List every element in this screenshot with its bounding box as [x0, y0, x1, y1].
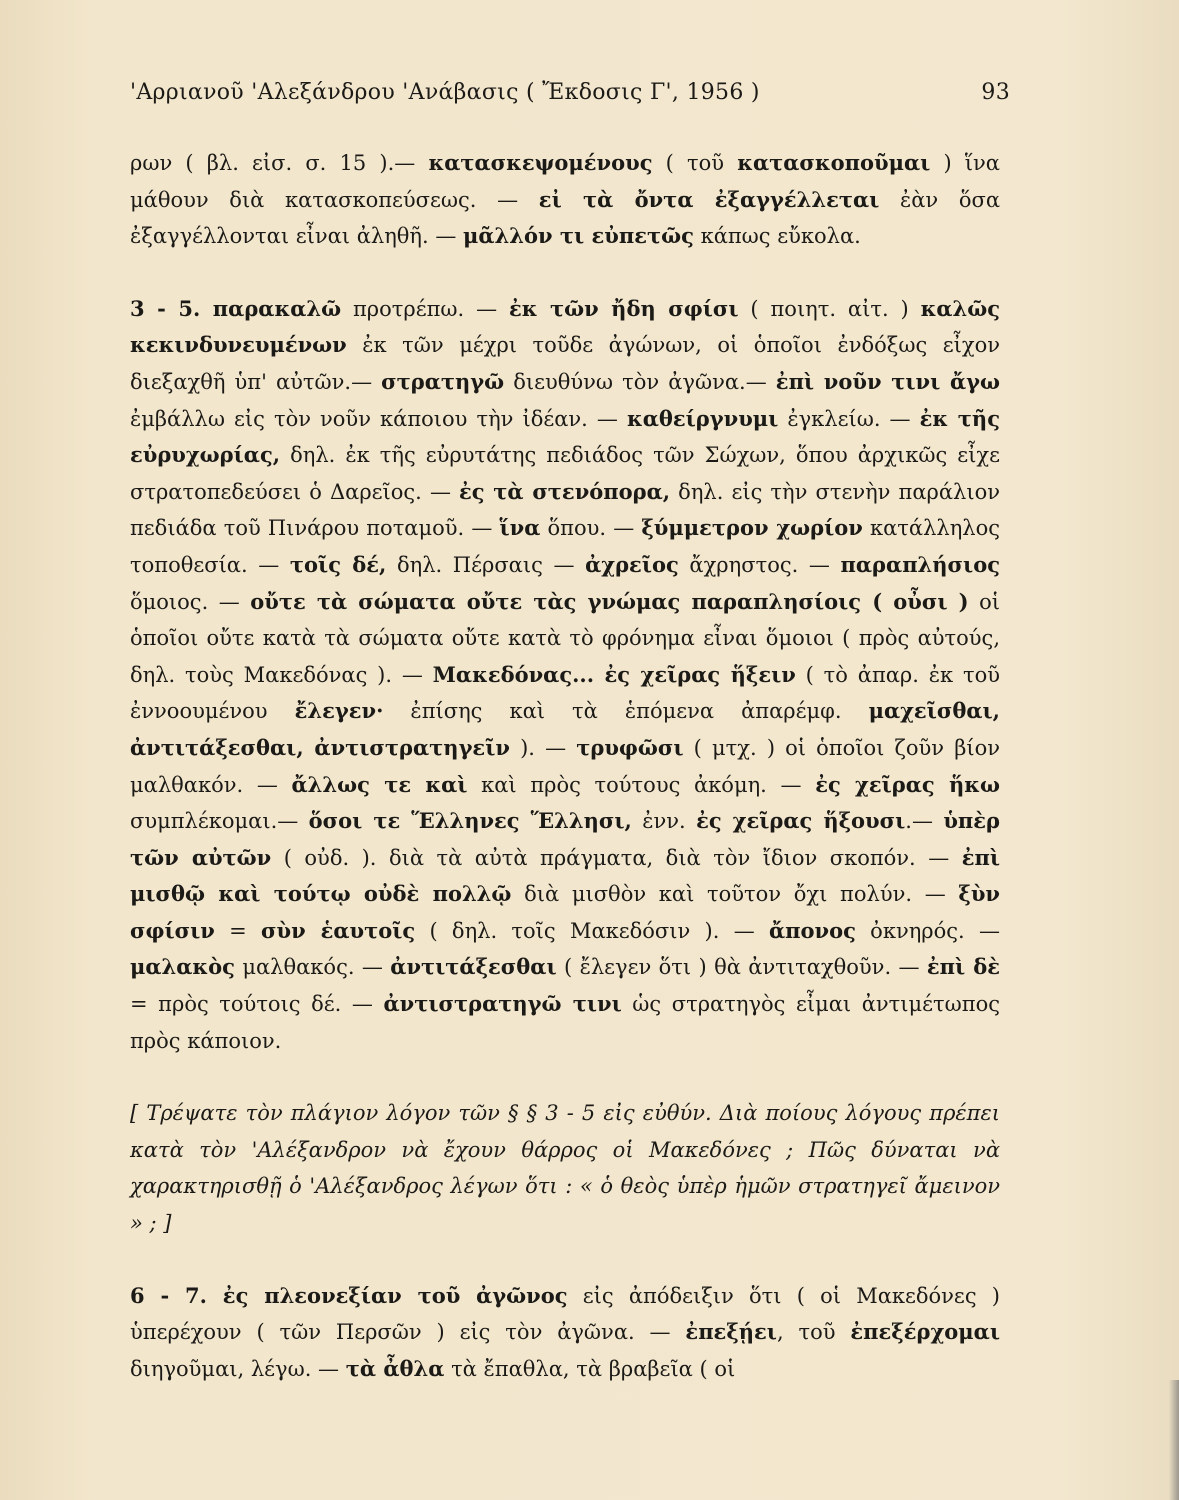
- paragraph-exercise: [130, 1095, 1000, 1241]
- page-body: [130, 145, 1000, 1387]
- lemma-term: 6 - 7.: [130, 1282, 223, 1308]
- gloss-text: ( τοῦ: [652, 151, 738, 175]
- gloss-text: μαλθακός. —: [234, 955, 391, 980]
- lemma-term: ξύμμετρον χωρίον: [641, 515, 863, 541]
- gloss-text: =: [214, 918, 262, 943]
- gloss-text: κατάλληλος τοποθεσία. —: [130, 516, 1000, 577]
- gloss-text: διὰ μισθὸν καὶ τοῦτον ὄχι πολύν. —: [511, 882, 959, 907]
- lemma-term: ἐκ τῶν ἤδη σφίσι: [508, 295, 739, 321]
- gloss-text: ρων ( βλ. εἰσ. σ. 15 ).—: [130, 151, 429, 175]
- gloss-text: , τοῦ: [776, 1320, 851, 1345]
- lemma-term: ἐς χεῖρας ἥξουσι: [696, 808, 906, 834]
- paragraph-section-3-5: [130, 291, 1000, 1059]
- lemma-term: κατασκοποῦμαι: [737, 150, 931, 175]
- lemma-term: τὰ ἆθλα: [345, 1355, 445, 1381]
- lemma-term: ἐς τὰ στενόπορα,: [459, 478, 671, 504]
- lemma-term: καθείργνυμι: [626, 405, 779, 431]
- gloss-text: ὀκνηρός. —: [855, 918, 1000, 943]
- page-edge: [1169, 1380, 1179, 1500]
- lemma-term: ἐς χεῖρας ἥκω: [815, 771, 1000, 797]
- gloss-text: προτρέπω. —: [341, 296, 509, 321]
- lemma-term: μᾶλλόν τι εὐπετῶς: [463, 223, 694, 249]
- gloss-text: ἐνν.: [631, 809, 697, 834]
- gloss-text: .—: [905, 809, 944, 834]
- header-title: 'Αρριανοῦ 'Αλεξάνδρου 'Ανάβασις ( Ἔκδοσις Γ', 1956 ): [130, 80, 760, 105]
- gloss-text: ( τὸ ἀπαρ. ἐκ τοῦ ἐννοουμένου: [130, 662, 1001, 724]
- lemma-term: ἐπὶ νοῦν τινι ἄγω: [775, 368, 1000, 394]
- paragraph-intro: [130, 145, 1000, 255]
- lemma-term: ἀντιστρατηγῶ τινι: [383, 991, 622, 1017]
- lemma-term: τοῖς δέ,: [289, 551, 387, 577]
- gloss-text: ἐὰν ὅσα ἐξαγγέλλονται εἶναι ἀληθῆ. —: [130, 187, 1001, 249]
- lemma-term: μαχεῖσθαι, ἀντιτάξεσθαι, ἀντιστρατηγεῖν: [130, 698, 1000, 760]
- lemma-term: ἐπὶ μισθῷ καὶ τούτῳ οὐδὲ πολλῷ: [130, 844, 1000, 907]
- gloss-text: ( δηλ. τοῖς Μακεδόσιν ). —: [415, 918, 769, 943]
- gloss-text: διευθύνω τὸν ἀγῶνα.—: [504, 369, 776, 394]
- gloss-text: κάπως εὔκολα.: [693, 224, 861, 249]
- gloss-text: = πρὸς τούτοις δέ. —: [130, 992, 384, 1017]
- gloss-text: ἐμβάλλω εἰς τὸν νοῦν κάποιου τὴν ἰδέαν. —: [130, 406, 627, 431]
- gloss-text: [ Τρέψατε τὸν πλάγιον λόγον τῶν § § 3 - 5 εἰς εὐθύν. Διὰ ποίους λόγους πρέπει κατὰ τὸν 'Αλέξανδρον νὰ ἔχουν θάρρος οἱ Μακεδόνες ; Πῶς δύναται νὰ χαρακτηρισθῇ ὁ 'Αλέξανδρος λέγων ὅτι : « ὁ θεὸς ὑπὲρ ἡμῶν στρατηγεῖ ἄμεινον » ; ]: [130, 1101, 1000, 1236]
- lemma-term: παρακαλῶ: [212, 295, 342, 321]
- gloss-text: ( οὐδ. ). διὰ τὰ αὐτὰ πράγματα, διὰ τὸν ἴδιον σκοπόν. —: [271, 845, 962, 870]
- gloss-text: δηλ. εἰς τὴν στενὴν παράλιον πεδιάδα τοῦ Πινάρου ποταμοῦ. —: [130, 479, 1000, 541]
- lemma-term: σὺν ἑαυτοῖς: [261, 917, 416, 943]
- page-number: 93: [981, 80, 1010, 105]
- lemma-term: ἄλλως τε καὶ: [291, 771, 468, 797]
- gloss-text: οἱ ὁποῖοι οὔτε κατὰ τὰ σώματα οὔτε κατὰ τὸ φρόνημα εἶναι ὅμοιοι ( πρὸς αὐτούς, δηλ. τοὺς Μακεδόνας ). —: [130, 589, 1000, 687]
- lemma-term: τρυφῶσι: [576, 734, 684, 760]
- lemma-term: οὔτε τὰ σώματα οὔτε τὰς γνώμας παραπλησίοις ( οὖσι ): [250, 588, 969, 614]
- gloss-text: ). —: [509, 735, 577, 760]
- lemma-term: ἐπεξῄει: [685, 1319, 777, 1345]
- gloss-text: ) ἵνα μάθουν διὰ κατασκοπεύσεως. —: [130, 151, 1000, 212]
- gloss-text: ἐπίσης καὶ τὰ ἑπόμενα ἀπαρέμφ.: [383, 699, 869, 724]
- lemma-term: καλῶς κεκινδυνευμένων: [130, 295, 1000, 358]
- running-header: [130, 80, 1010, 105]
- gloss-text: καὶ πρὸς τούτους ἀκόμη. —: [467, 772, 816, 797]
- paragraph-section-6-7: [130, 1278, 1000, 1388]
- gloss-text: ἄχρηστος. —: [678, 552, 841, 577]
- gloss-text: δηλ. ἐκ τῆς εὐρυτάτης πεδιάδος τῶν Σώχων, ὅπου ἀρχικῶς εἶχε στρατοπεδεύσει ὁ Δαρεῖος. —: [130, 443, 1000, 504]
- gloss-text: ὅπου. —: [540, 516, 642, 541]
- gloss-text: ὅμοιος. —: [130, 589, 251, 614]
- gloss-text: δηλ. Πέρσαις —: [386, 552, 586, 577]
- lemma-term: μαλακὸς: [130, 954, 235, 980]
- lemma-term: ἀχρεῖος: [585, 551, 679, 577]
- lemma-term: ὅσοι τε Ἕλληνες Ἕλλησι,: [308, 808, 632, 834]
- lemma-term: ἐκ τῆς εὐρυχωρίας,: [130, 405, 1000, 468]
- gloss-text: συμπλέκομαι.—: [130, 809, 309, 834]
- gloss-text: ( ἔλεγεν ὅτι ) θὰ ἀντιταχθοῦν. —: [556, 955, 927, 980]
- lemma-term: ἐς πλεονεξίαν τοῦ ἀγῶνος: [222, 1282, 568, 1308]
- gloss-text: ἐκ τῶν μέχρι τοῦδε ἀγώνων, οἱ ὁποῖοι ἐνδόξως εἶχον διεξαχθῆ ὑπ' αὐτῶν.—: [130, 333, 1000, 394]
- lemma-term: κατασκεψομένους: [428, 150, 653, 175]
- lemma-term: ἵνα: [499, 515, 541, 541]
- lemma-term: 3 - 5.: [130, 295, 213, 321]
- gloss-text: ( μτχ. ) οἱ ὁποῖοι ζοῦν βίον μαλθακόν. —: [130, 735, 1000, 797]
- gloss-text: διηγοῦμαι, λέγω. —: [130, 1356, 346, 1381]
- gloss-text: ὡς στρατηγὸς εἶμαι ἀντιμέτωπος πρὸς κάποιον.: [130, 992, 1000, 1053]
- lemma-term: ἐπεξέρχομαι: [850, 1319, 1000, 1345]
- lemma-term: ἄπονος: [768, 917, 856, 943]
- lemma-term: ἀντιτάξεσθαι: [390, 954, 557, 980]
- lemma-term: στρατηγῶ: [381, 368, 505, 394]
- lemma-term: εἰ τὰ ὄντα ἐξαγγέλλεται: [538, 186, 880, 212]
- gloss-text: εἰς ἀπόδειξιν ὅτι ( οἱ Μακεδόνες ) ὑπερέχουν ( τῶν Περσῶν ) εἰς τὸν ἀγῶνα. —: [130, 1283, 1000, 1345]
- gloss-text: ( ποιητ. αἰτ. ): [738, 296, 921, 321]
- gloss-text: ἐγκλείω. —: [778, 406, 920, 431]
- lemma-term: ξὺν σφίσιν: [130, 881, 1000, 943]
- lemma-term: ἔλεγεν·: [294, 698, 384, 724]
- lemma-term: ἐπὶ δὲ: [926, 954, 1000, 980]
- lemma-term: ὑπὲρ τῶν αὐτῶν: [130, 808, 1001, 870]
- gloss-text: τὰ ἔπαθλα, τὰ βραβεῖα ( οἱ: [444, 1356, 736, 1381]
- lemma-term: Μακεδόνας... ἐς χεῖρας ἥξειν: [432, 661, 796, 687]
- lemma-term: παραπλήσιος: [840, 551, 1000, 577]
